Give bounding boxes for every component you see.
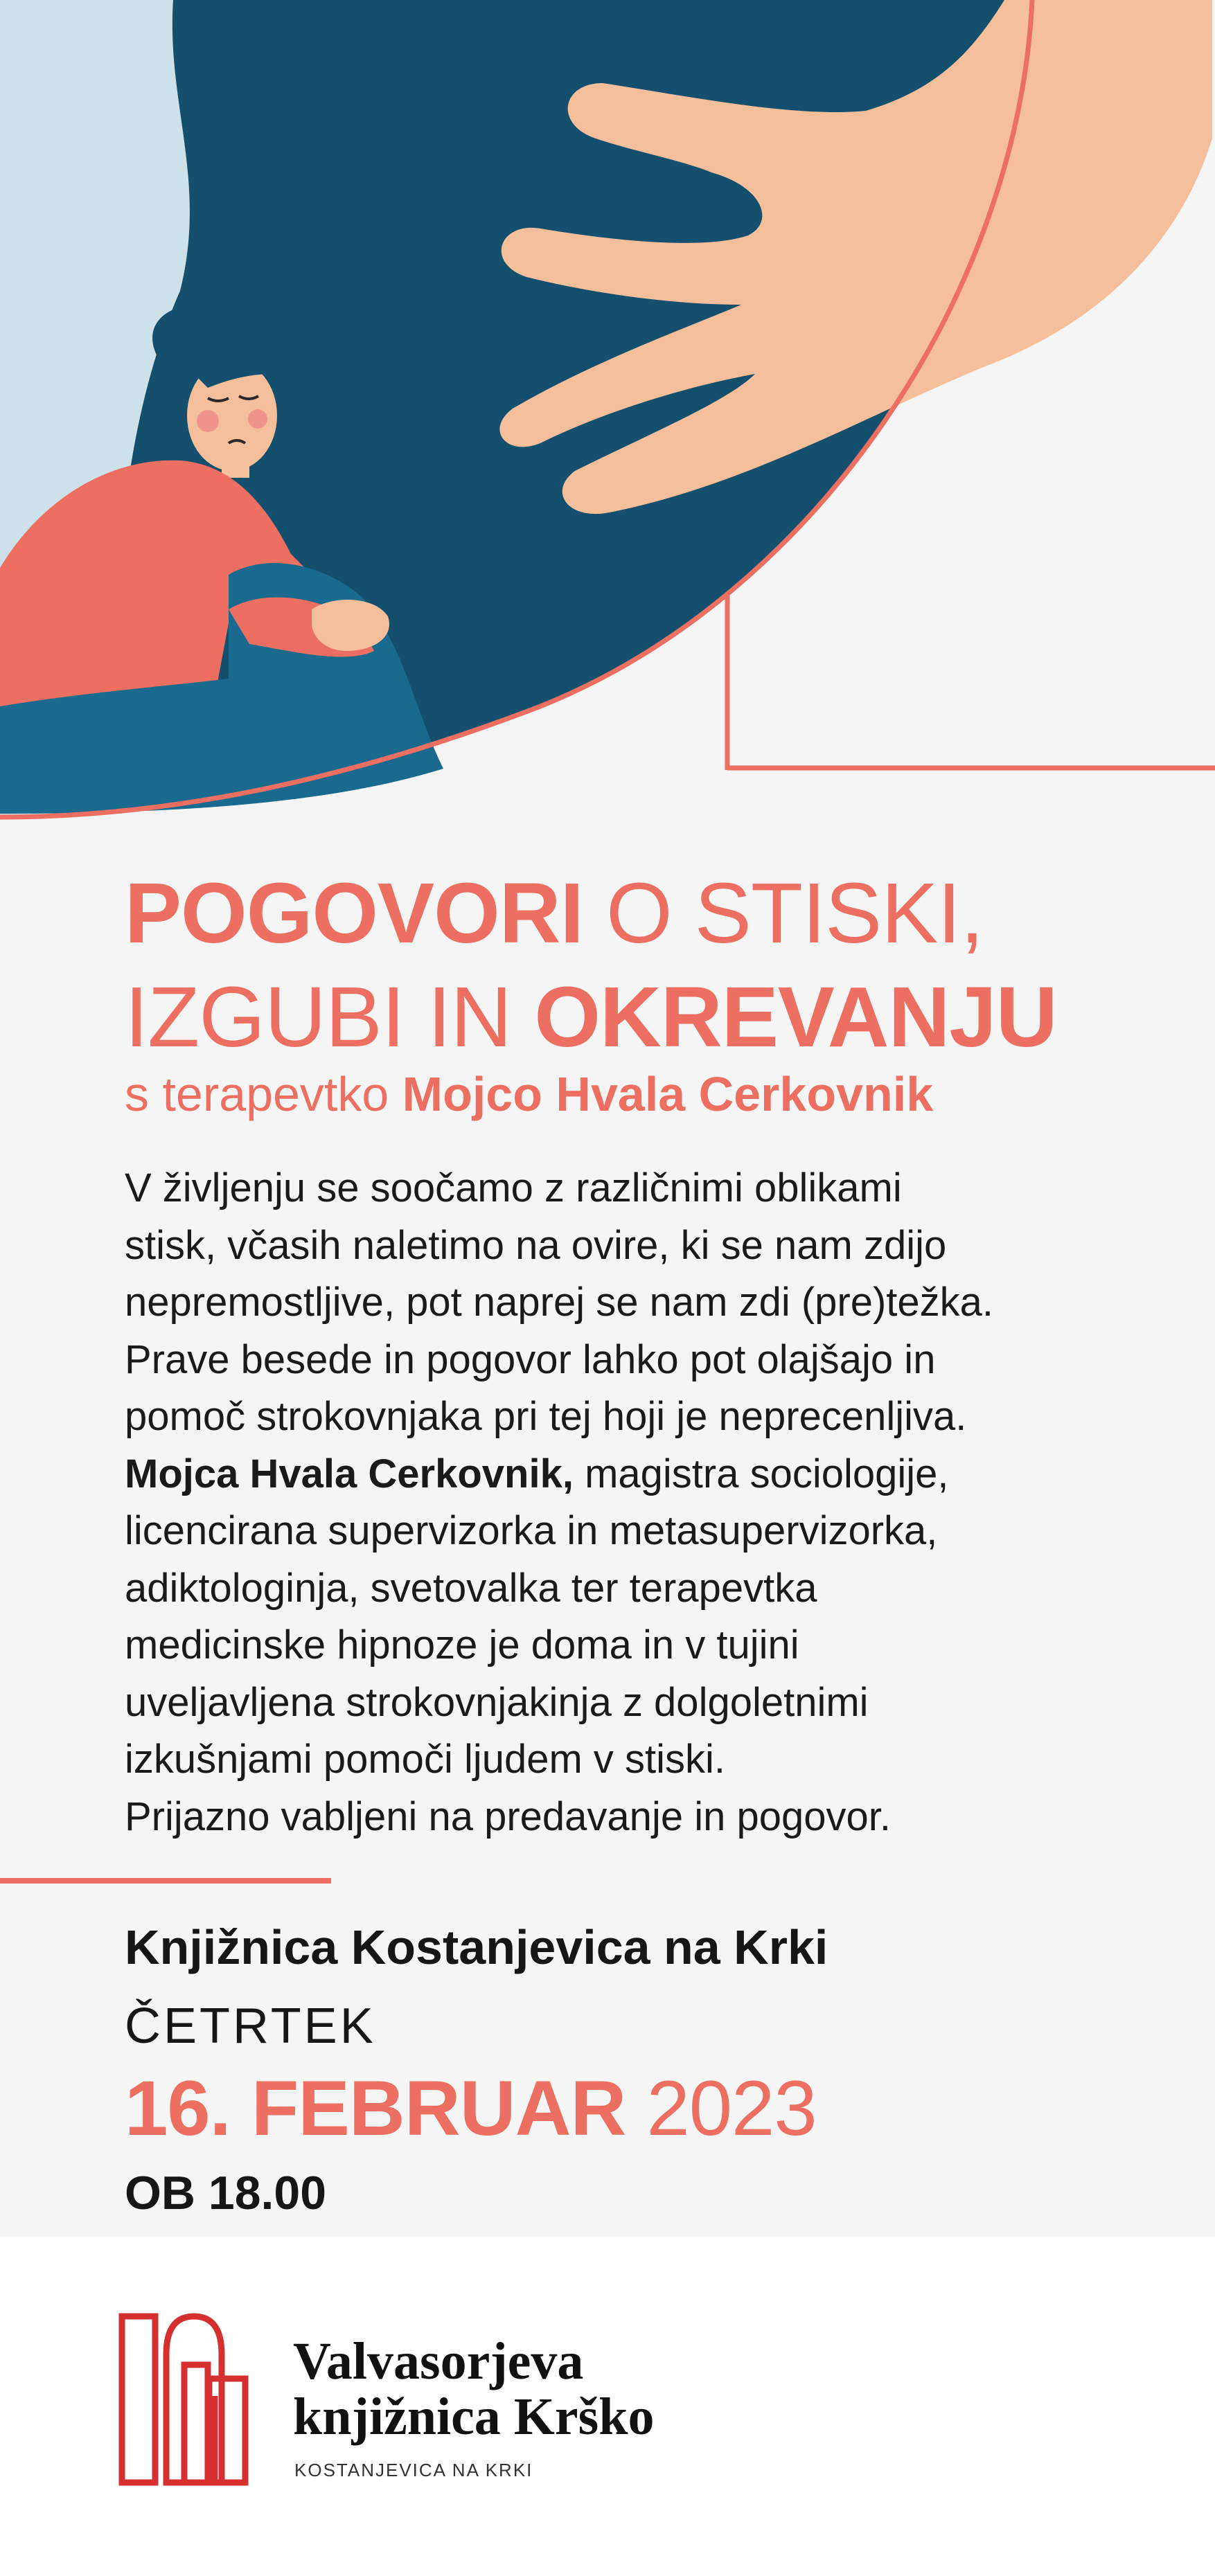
subtitle-name: Mojco Hvala Cerkovnik [402, 1067, 934, 1121]
body-line: Prave besede in pogovor lahko pot olajšajo in [125, 1336, 936, 1382]
event-time: OB 18.00 [125, 2167, 327, 2219]
title-light-1: O STISKI, [583, 866, 984, 961]
body-line: medicinske hipnoze je doma in v tujini [125, 1622, 799, 1667]
body-line: stisk, včasih naletimo na ovire, ki se nam zdijo [125, 1222, 947, 1268]
body-line: nepremostljive, pot naprej se nam zdi (pre)težka. [125, 1280, 994, 1325]
description [125, 1160, 1164, 1845]
body-line: V življenju se soočamo z različnimi oblikami [125, 1165, 902, 1210]
library-name-line-2: knjižnica Krško [293, 2388, 655, 2446]
hand-and-sad-girl-illustration [0, 0, 1215, 831]
therapist-title: magistra sociologije, [573, 1451, 949, 1496]
event-date [125, 2064, 817, 2153]
library-logo-icon [118, 2313, 249, 2486]
library-name-line-1: Valvasorjeva [293, 2332, 584, 2390]
body-line: uveljavljena strokovnjakinja z dolgoletnimi [125, 1679, 869, 1725]
body-line: licencirana supervizorka in metasupervizorka, [125, 1508, 938, 1553]
date-day-month: 16. FEBRUAR [125, 2065, 626, 2152]
body-line: adiktologinja, svetovalka ter terapevtka [125, 1565, 817, 1611]
body-line-name [125, 1446, 1164, 1503]
footer [0, 2237, 1215, 2576]
library-name [293, 2334, 655, 2444]
title-line-1 [125, 862, 1164, 966]
subtitle-prefix: s terapevtko [125, 1067, 402, 1121]
title-light-2: IZGUBI IN [125, 970, 535, 1065]
title-bold-2: OKREVANJU [534, 970, 1057, 1065]
body-line: izkušnjami pomoči ljudem v stiski. [125, 1737, 726, 1782]
therapist-name: Mojca Hvala Cerkovnik, [125, 1451, 574, 1496]
title-bold-1: POGOVORI [125, 866, 583, 961]
body-line: pomoč strokovnjaka pri tej hoji je neprecenljiva. [125, 1394, 967, 1439]
body-line: Prijazno vabljeni na predavanje in pogovor. [125, 1794, 891, 1839]
venue: Knjižnica Kostanjevica na Krki [125, 1920, 828, 1974]
subtitle [125, 1066, 1164, 1122]
event-title [125, 862, 1164, 1070]
date-year: 2023 [626, 2065, 817, 2152]
library-branch: KOSTANJEVICA NA KRKI [294, 2460, 533, 2480]
weekday: ČETRTEK [125, 1998, 376, 2054]
divider [0, 1878, 331, 1884]
title-line-2 [125, 966, 1164, 1070]
